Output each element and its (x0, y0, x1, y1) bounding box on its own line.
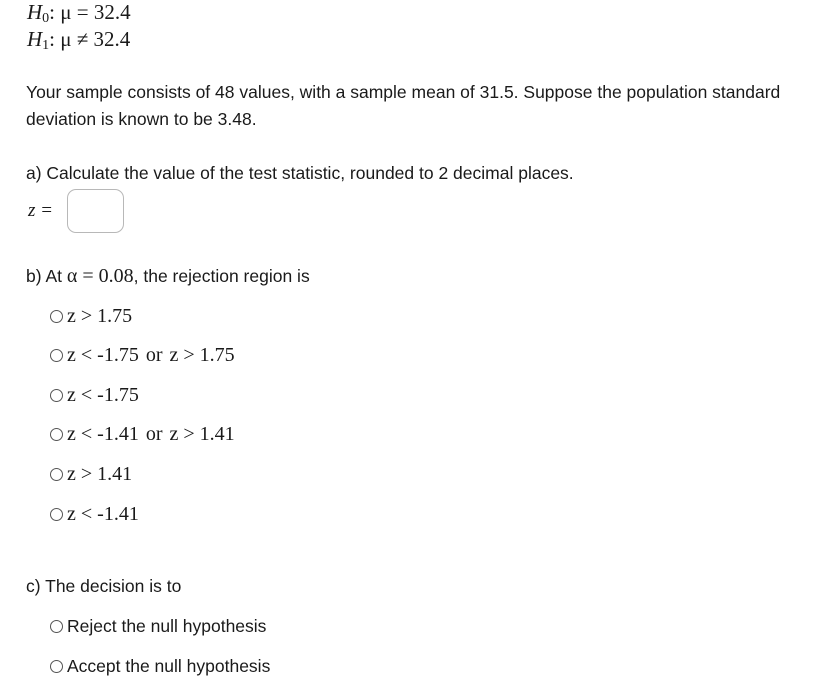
rejection-region-option[interactable] (50, 304, 132, 328)
test-statistic-input[interactable] (67, 189, 124, 233)
part-c-prompt: c) The decision is to (26, 576, 182, 596)
radio-button-icon[interactable] (50, 508, 63, 521)
part-a-prompt: a) Calculate the value of the test statistic, rounded to 2 decimal places. (26, 163, 574, 183)
decision-option-label: Accept the null hypothesis (67, 655, 271, 676)
null-hypothesis: $H_0$: μ = 32.4 (27, 0, 131, 26)
radio-button-icon[interactable] (50, 620, 63, 633)
radio-button-icon[interactable] (50, 468, 63, 481)
radio-button-icon[interactable] (50, 389, 63, 402)
rejection-region-option[interactable] (50, 343, 235, 367)
rejection-region-label: z < -1.75 (67, 383, 139, 406)
rejection-region-label: z > 1.41 (67, 462, 133, 485)
problem-statement: Your sample consists of 48 values, with a sample mean of 31.5. Suppose the population standard deviation is known to be 3.48. (26, 82, 781, 129)
rejection-region-option[interactable] (50, 383, 139, 407)
reject-null-option[interactable] (50, 614, 266, 638)
rejection-region-option[interactable] (50, 502, 139, 526)
rejection-region-label: z > 1.75 (67, 304, 133, 327)
test-statistic-answer-row (28, 188, 124, 234)
part-b-prompt: b) At α = 0.08, the rejection region is (26, 265, 310, 287)
rejection-region-label: z < -1.41 or z > 1.41 (67, 422, 235, 445)
radio-button-icon[interactable] (50, 428, 63, 441)
radio-button-icon[interactable] (50, 660, 63, 673)
rejection-region-option[interactable] (50, 422, 235, 446)
accept-null-option[interactable] (50, 654, 270, 678)
radio-button-icon[interactable] (50, 310, 63, 323)
radio-button-icon[interactable] (50, 349, 63, 362)
alternative-hypothesis: $H_1$: μ ≠ 32.4 (27, 27, 131, 53)
rejection-region-label: z < -1.41 (67, 502, 139, 525)
rejection-region-label: z < -1.75 or z > 1.75 (67, 343, 235, 366)
decision-option-label: Reject the null hypothesis (67, 615, 267, 636)
rejection-region-option[interactable] (50, 462, 132, 486)
z-label: z = (28, 200, 53, 221)
alpha-value: α = 0.08 (66, 265, 134, 287)
